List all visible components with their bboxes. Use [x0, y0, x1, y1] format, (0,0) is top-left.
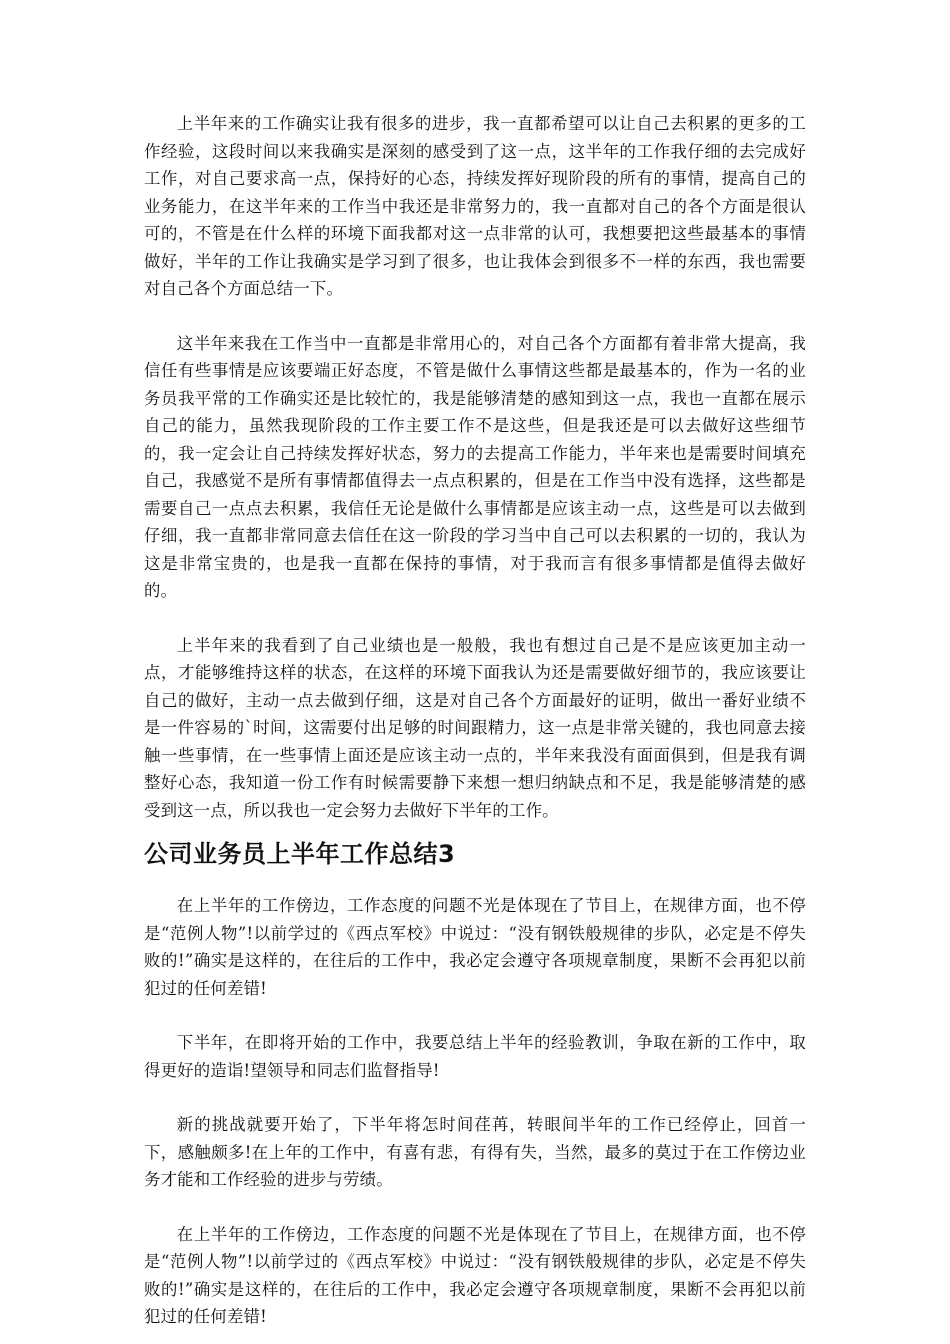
document-page — [144, 110, 806, 1331]
body-paragraph: 上半年来的工作确实让我有很多的进步，我一直都希望可以让自己去积累的更多的工作经验，这段时间以来我确实是深刻的感受到了这一点，这半年的工作我仔细的去完成好工作，对自己要求高一点，保持好的心态，持续发挥好现阶段的所有的事情，提高自己的业务能力，在这半年来的工作当中我还是非常努力的，我一直都对自己的各个方面是很认可的，不管是在什么样的环境下面我都对这一点非常的认可，我想要把这些最基本的事情做好，半年的工作让我确实是学习到了很多，也让我体会到很多不一样的东西，我也需要对自己各个方面总结一下。 — [144, 114, 806, 298]
body-paragraph: 在上半年的工作傍边，工作态度的问题不光是体现在了节目上，在规律方面，也不停是“范例人物”!以前学过的《西点军校》中说过：“没有钢铁般规律的步队，必定是不停失败的!”确实是这样的，在往后的工作中，我必定会遵守各项规章制度，果断不会再犯以前犯过的任何差错! — [144, 896, 806, 998]
body-paragraph: 上半年来的我看到了自己业绩也是一般般，我也有想过自己是不是应该更加主动一点，才能够维持这样的状态，在这样的环境下面我认为还是需要做好细节的，我应该要让自己的做好，主动一点去做到仔细，这是对自己各个方面最好的证明，做出一番好业绩不是一件容易的`时间，这需要付出足够的时间跟精力，这一点是非常关键的，我也同意去接触一些事情，在一些事情上面还是应该主动一点的，半年来我没有面面俱到，但是我有调整好心态，我知道一份工作有时候需要静下来想一想归纳缺点和不足，我是能够清楚的感受到这一点，所以我也一定会努力去做好下半年的工作。 — [144, 635, 806, 820]
body-paragraph: 下半年，在即将开始的工作中，我要总结上半年的经验教训，争取在新的工作中，取得更好的造诣!望领导和同志们监督指导! — [144, 1033, 806, 1080]
section-heading: 公司业务员上半年工作总结3 — [144, 840, 456, 868]
body-paragraph: 这半年来我在工作当中一直都是非常用心的，对自己各个方面都有着非常大提高，我信任有些事情是应该要端正好态度，不管是做什么事情这些都是最基本的，作为一名的业务员我平常的工作确实还是比较忙的，我是能够清楚的感知到这一点，我也一直都在展示自己的能力，虽然我现阶段的工作主要工作不是这些，但是我还是可以去做好这些细节的，我一定会让自己持续发挥好状态，努力的去提高工作能力，半年来也是需要时间填充自己，我感觉不是所有事情都值得去一点点积累的，但是在工作当中没有选择，这些都是需要自己一点点去积累，我信任无论是做什么事情都是应该主动一点，这些是可以去做到仔细，我一直都非常同意去信任在这一阶段的学习当中自己可以去积累的一切的，我认为这是非常宝贵的，也是我一直都在保持的事情，对于我而言有很多事情都是值得去做好的。 — [144, 333, 806, 600]
body-paragraph: 在上半年的工作傍边，工作态度的问题不光是体现在了节目上，在规律方面，也不停是“范例人物”!以前学过的《西点军校》中说过：“没有钢铁般规律的步队，必定是不停失败的!”确实是这样的，在往后的工作中，我必定会遵守各项规章制度，果断不会再犯以前犯过的任何差错! — [144, 1224, 806, 1326]
body-paragraph: 新的挑战就要开始了，下半年将怎时间荏苒，转眼间半年的工作已经停止，回首一下，感触颇多!在上年的工作中，有喜有悲，有得有失，当然，最多的莫过于在工作傍边业务才能和工作经验的进步与劳绩。 — [144, 1115, 806, 1189]
